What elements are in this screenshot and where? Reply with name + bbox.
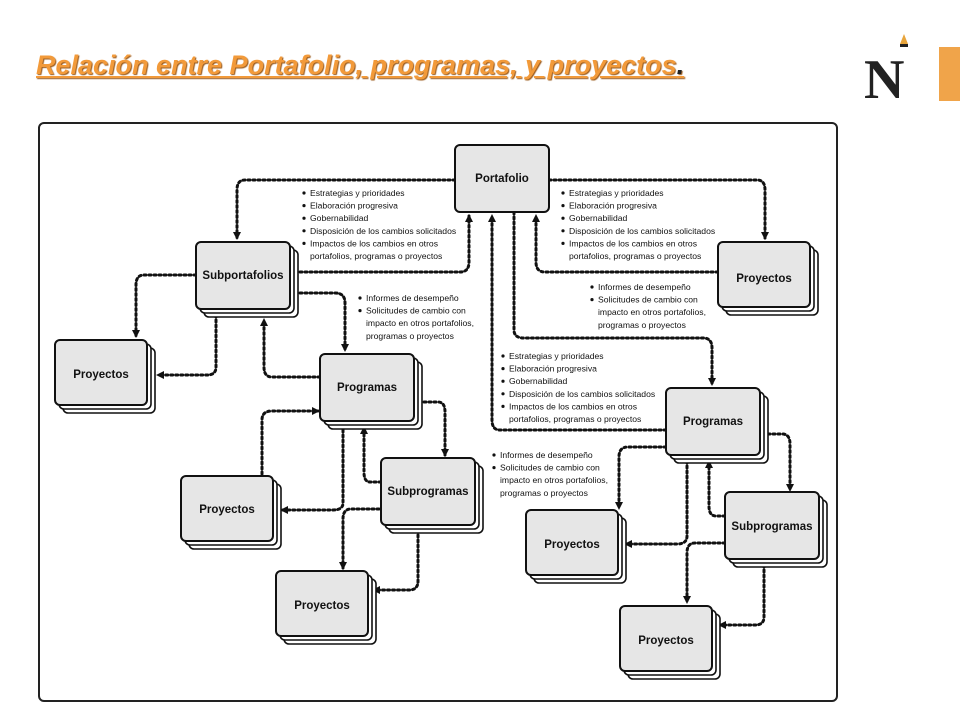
arrow-subprogramas-programas: [364, 428, 381, 482]
note-line: Impactos de los cambios en otros: [310, 238, 439, 249]
box-proyectos-bottom-left: [276, 571, 376, 644]
bullet-dot: [590, 298, 593, 301]
arrow-proyectos-programas: [262, 411, 318, 474]
note-line: portafolios, programas o proyectos: [509, 414, 642, 424]
bullet-dot: [358, 309, 361, 312]
note-line: Impactos de los cambios en otros: [509, 401, 638, 412]
box-subportafolios: [196, 242, 298, 317]
box-proyectos-bottom-right: [620, 606, 720, 679]
box-portafolio-label: Portafolio: [475, 173, 529, 185]
note-line: programas o proyectos: [598, 319, 686, 330]
arrow-proyectos-subprogramas-right: [720, 560, 764, 625]
bullet-dot: [302, 217, 305, 220]
note-line: Informes de desempeño: [366, 293, 459, 303]
note-line: impacto en otros portafolios,: [500, 475, 608, 486]
bullet-dot: [561, 191, 564, 194]
box-proyectos-mid-right-label: Proyectos: [544, 539, 600, 551]
box-programas-right: [666, 388, 768, 463]
bullet-dot: [501, 405, 504, 408]
arrow-subprogramas-proyectos-right: [687, 543, 725, 602]
arrow-programas-subprogramas: [424, 402, 445, 455]
note-line: Estrategias y prioridades: [310, 188, 405, 198]
bullet-dot: [492, 453, 495, 456]
note-line: Estrategias y prioridades: [569, 188, 664, 198]
arrow-programas-subportafolios: [264, 320, 320, 377]
bullet-dot: [561, 242, 564, 245]
box-programas-right-label: Programas: [682, 416, 744, 428]
arrow-programas-proyectos: [282, 430, 343, 510]
bullet-dot: [302, 229, 305, 232]
arrow-subprogramas-programas-right: [709, 462, 725, 516]
box-subprogramas-right: [725, 492, 827, 567]
bullet-dot: [561, 204, 564, 207]
note-line: Solicitudes de cambio con: [598, 294, 698, 305]
note-line: Disposición de los cambios solicitados: [310, 225, 457, 236]
box-proyectos-mid-left: [181, 476, 281, 549]
box-proyectos-bottom-left-label: Proyectos: [294, 600, 350, 612]
note-line: Impactos de los cambios en otros: [569, 238, 698, 249]
note-line: Solicitudes de cambio con: [500, 462, 600, 473]
arrow-subportafolios-proyectos: [136, 275, 196, 336]
note-line: Informes de desempeño: [598, 282, 691, 292]
box-proyectos-right-top-label: Proyectos: [736, 273, 792, 285]
logo-letter: N: [864, 49, 905, 105]
bullet-dot: [492, 466, 495, 469]
box-subprogramas-right-label: Subprogramas: [731, 521, 813, 533]
note-line: Elaboración progresiva: [310, 200, 398, 211]
note-line: Solicitudes de cambio con: [366, 305, 466, 316]
note-strategy-lower: [501, 351, 655, 424]
arrow-subportafolios-programas: [295, 293, 345, 350]
bullet-dot: [561, 217, 564, 220]
note-performance-right: [590, 282, 706, 330]
box-portafolio: [455, 145, 549, 212]
note-line: Gobernabilidad: [310, 213, 369, 224]
note-line: Elaboración progresiva: [569, 200, 657, 211]
arrow-programas-subprogramas-right: [768, 434, 790, 490]
box-subprogramas-left: [381, 458, 483, 533]
arrow-programas-proyectos-right: [619, 447, 666, 508]
bullet-dot: [590, 285, 593, 288]
arrow-proyectos-programas-right: [626, 461, 687, 544]
note-line: Estrategias y prioridades: [509, 351, 604, 361]
note-line: portafolios, programas o proyectos: [569, 251, 702, 261]
box-proyectos-bottom-right-label: Proyectos: [638, 635, 694, 647]
slide-title-text: Relación entre Portafolio, programas, y proyectos: [36, 50, 677, 80]
box-programas-left-label: Programas: [336, 382, 398, 394]
note-strategy-right: [561, 188, 715, 261]
note-line: Disposición de los cambios solicitados: [509, 388, 656, 399]
note-strategy-left: [302, 188, 456, 261]
bullet-dot: [302, 204, 305, 207]
note-line: impacto en otros portafolios,: [598, 307, 706, 318]
bullet-dot: [302, 191, 305, 194]
bullet-dot: [501, 392, 504, 395]
box-proyectos-mid-left-label: Proyectos: [199, 504, 255, 516]
note-performance-lower: [492, 450, 608, 498]
note-line: portafolios, programas o proyectos: [310, 251, 443, 261]
note-line: programas o proyectos: [500, 487, 588, 498]
note-line: programas o proyectos: [366, 330, 454, 341]
note-line: Informes de desempeño: [500, 450, 593, 460]
bullet-dot: [501, 367, 504, 370]
box-subprogramas-left-label: Subprogramas: [387, 486, 469, 498]
bullet-dot: [561, 229, 564, 232]
arrow-subprogramas-proyectos: [343, 509, 379, 568]
arrow-proyectos-subprogramas: [374, 530, 418, 590]
bullet-dot: [358, 296, 361, 299]
bullet-dot: [302, 242, 305, 245]
note-line: Elaboración progresiva: [509, 363, 597, 374]
note-line: Disposición de los cambios solicitados: [569, 225, 716, 236]
bullet-dot: [501, 380, 504, 383]
arrow-proyectos-subportafolios: [158, 315, 216, 375]
note-performance-center: [358, 293, 474, 341]
note-line: Gobernabilidad: [569, 213, 628, 224]
box-proyectos-left-label: Proyectos: [73, 369, 129, 381]
slide-title-period: .: [676, 50, 685, 80]
box-programas-left: [320, 354, 422, 429]
box-subportafolios-label: Subportafolios: [202, 270, 284, 282]
bullet-dot: [501, 354, 504, 357]
box-proyectos-right-top: [718, 242, 818, 315]
note-line: impacto en otros portafolios,: [366, 318, 474, 329]
note-line: Gobernabilidad: [509, 376, 568, 387]
box-proyectos-left: [55, 340, 155, 413]
box-proyectos-mid-right: [526, 510, 626, 583]
